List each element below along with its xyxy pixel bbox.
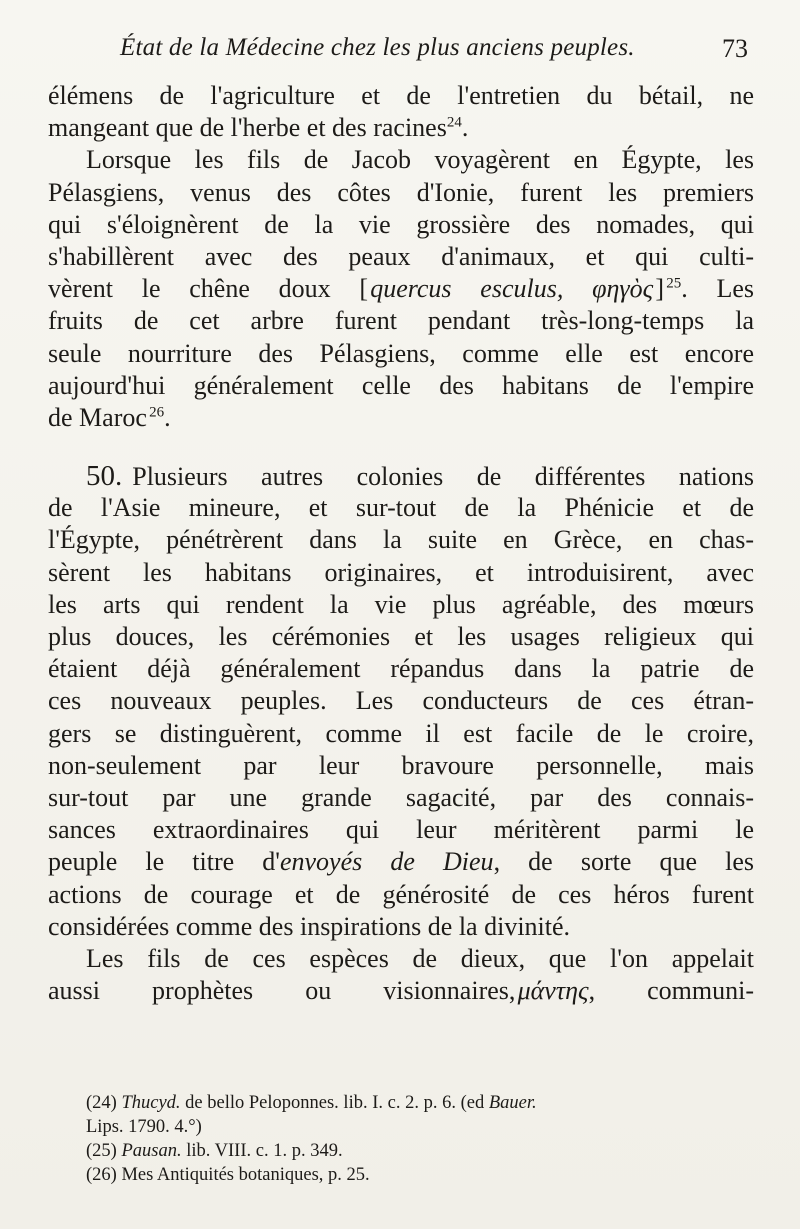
footnote-25: (25) Pausan. lib. VIII. c. 1. p. 349. xyxy=(86,1141,343,1161)
text-line: 50. Plusieurs autres colonies de différentes nations xyxy=(86,460,754,493)
main-text xyxy=(48,80,754,1007)
footnote-26: (26) Mes Antiquités botaniques, p. 25. xyxy=(86,1165,370,1185)
greek-term: μάντης xyxy=(517,976,589,1006)
text-line: étaient déjà généralement répandus dans la patrie de xyxy=(48,654,754,684)
text-line: Les fils de ces espèces de dieux, que l'on appelait xyxy=(86,943,754,973)
text-line: Pélasgiens, venus des côtes d'Ionie, furent les premiers xyxy=(48,177,754,207)
text-line: de l'Asie mineure, et sur-tout de la Phénicie et de xyxy=(48,493,754,523)
text-line: peuple le titre d'envoyés de Dieu, de sorte que les xyxy=(48,847,754,877)
section-number: 50. xyxy=(86,460,123,493)
text-line: qui s'éloignèrent de la vie grossière des nomades, qui xyxy=(48,209,754,239)
text-line: seule nourriture des Pélasgiens, comme elle est encore xyxy=(48,338,754,368)
text-line: aussi prophètes ou visionnaires, μάντης, communi- xyxy=(48,976,754,1006)
text-line: ces nouveaux peuples. Les conducteurs de ces étran- xyxy=(48,686,754,716)
italic-term: quercus esculus, φηγὸς xyxy=(370,274,654,304)
footnote-ref[interactable]: 26 xyxy=(149,404,165,421)
text-line: Lorsque les fils de Jacob voyagèrent en Égypte, les xyxy=(86,145,754,175)
text-line: actions de courage et de générosité de ces héros furent xyxy=(48,879,754,909)
text-line: gers se distinguèrent, comme il est facile de le croire, xyxy=(48,718,754,748)
text-line: aujourd'hui généralement celle des habitans de l'empire xyxy=(48,370,754,400)
footnote-ref[interactable]: 24 xyxy=(446,114,462,131)
text-line: plus douces, les cérémonies et les usages religieux qui xyxy=(48,622,754,651)
page-header xyxy=(48,34,756,68)
text-line: non-seulement par leur bravoure personnelle, mais xyxy=(48,750,754,780)
text-line: l'Égypte, pénétrèrent dans la suite en Grèce, en chas- xyxy=(48,525,754,555)
footnotes xyxy=(86,1091,754,1187)
text-line: de Maroc $^{26}$. xyxy=(48,402,171,432)
text-line: s'habillèrent avec des peaux d'animaux, et qui culti- xyxy=(48,241,754,271)
footnote-ref[interactable]: 25 xyxy=(666,275,682,292)
running-head: État de la Médecine chez les plus anciens peuples. xyxy=(120,34,635,61)
text-line: élémens de l'agriculture et de l'entretien du bétail, ne xyxy=(48,81,754,110)
text-line: fruits de cet arbre furent pendant très-long-temps la xyxy=(48,306,754,336)
text-line: sur-tout par une grande sagacité, par des connais- xyxy=(48,782,754,812)
text-line: sances extraordinaires qui leur méritèrent parmi le xyxy=(48,815,754,845)
footnote-24-continued: Lips. 1790. 4.°) xyxy=(86,1117,202,1137)
page-number: 73 xyxy=(722,34,748,63)
footnote-24: (24) Thucyd. de bello Peloponnes. lib. I. c. 2. p. 6. (ed Bauer. xyxy=(86,1093,537,1113)
italic-term: envoyés de Dieu xyxy=(279,847,494,877)
text-line: vèrent le chêne doux [ quercus esculus, φηγὸς ] $^{25}$. Les xyxy=(48,274,754,304)
text-line: les arts qui rendent la vie plus agréable, des mœurs xyxy=(48,589,754,619)
text-line: mangeant que de l'herbe et des racines$^{24}$. xyxy=(48,113,469,143)
text-line: sèrent les habitans originaires, et introduisirent, avec xyxy=(48,557,754,587)
text-line: considérées comme des inspirations de la divinité. xyxy=(48,911,571,941)
